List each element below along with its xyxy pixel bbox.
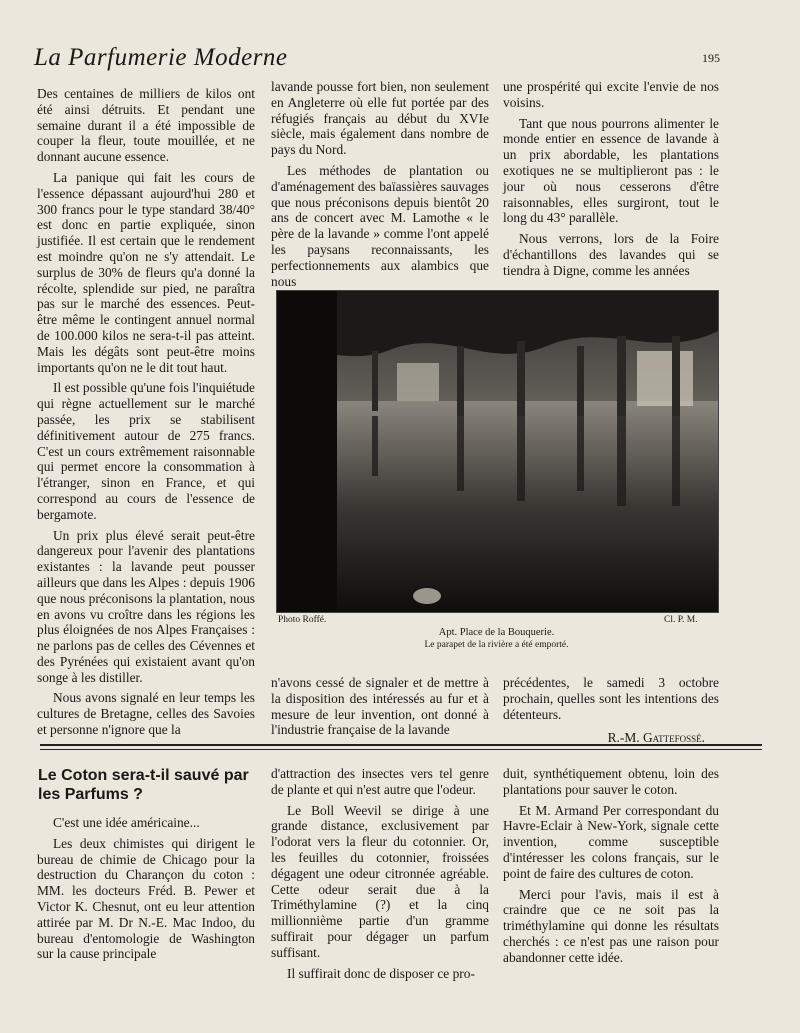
photo-subcaption: Le parapet de la rivière a été emporté. xyxy=(424,640,569,650)
author-signature: R.-M. Gattefossé. xyxy=(607,730,705,746)
column-2-continuation xyxy=(271,675,489,738)
paragraph: Des centaines de milliers de kilos ont été ainsi détruits. Et pendant une semaine durant il a été impossible de couper la fleur, toute mouillée, et ne donnant aucune essence. xyxy=(37,86,255,165)
paragraph: Nous verrons, lors de la Foire d'échantillons des lavandes qui se tiendra à Digne, comme les années xyxy=(503,231,719,278)
paragraph: n'avons cessé de signaler et de mettre à la disposition des intéressés au fur et à mesure de leur invention, ont donné à l'industrie française de la lavande xyxy=(271,675,489,738)
photo-caption: Apt. Place de la Bouquerie. xyxy=(438,627,555,638)
paragraph: Le Boll Weevil se dirige à une grande distance, exclusivement par l'odorat vers la fleur du cotonnier. Or, les feuilles du cotonnier, froissées dégagent une odeur citronnée agréable. Cette odeur serait due à la Triméthylamine (?) et la cinq millionnième partie d'un gramme suffirait pour dégager un parfum suffisant. xyxy=(271,802,489,960)
top-column-2 xyxy=(271,79,489,289)
photo-copyright: Cl. P. M. xyxy=(664,615,698,625)
article-headline: Le Coton sera-t-il sauvé par les Parfums ? xyxy=(38,767,249,803)
article2-column-3 xyxy=(503,766,719,966)
paragraph: Les deux chimistes qui dirigent le bureau de chimie de Chicago pour la destruction du Charançon du coton : MM. les docteurs Fréd. B. Pewer et Victor K. Chesnut, ont eu leur attention attirée par M. Dr N.-E. Mac Indoo, du bureau d'entomologie de Washington sur la cause principale xyxy=(37,835,255,962)
photo-flooded-square xyxy=(276,290,719,613)
section-divider xyxy=(40,744,762,746)
paragraph: La panique qui fait les cours de l'essence dépassant aujourd'hui 280 et 300 francs pour le type standard 38/40° est donc en partie expliquée, sinon justifiée. Il est certain que le rendement est moindre qu'on ne s'y attendait. Le surplus de 30% de fleurs qu'a donné la récolte, splendide sur pied, ne paraîtra pas sur le marché des essences. Peut-être même le contingent annuel normal de 100.000 kilos ne sera-t-il pas atteint. Mais les dégâts sont peut-être moins importants qu'on ne le dit tout haut. xyxy=(37,169,255,375)
top-column-1 xyxy=(37,86,255,738)
column-3-continuation xyxy=(503,675,719,746)
paragraph: Nous avons signalé en leur temps les cultures de Bretagne, celles des Savoies et personne n'ignore que la xyxy=(37,690,255,738)
paragraph: d'attraction des insectes vers tel genre de plante et qui n'est autre que l'odeur. xyxy=(271,766,489,797)
paragraph: lavande pousse fort bien, non seulement en Angleterre où elle fut portée par des réfugiés français au début du XVIe siècle, mais également dans nombre de pays du Nord. xyxy=(271,79,489,158)
masthead: La Parfumerie Moderne xyxy=(34,44,288,71)
paragraph: Tant que nous pourrons alimenter le monde entier en essence de lavande à un prix abordable, les plantations exotiques ne se multiplieront pas : le jour où nous cesserons d'être raisonnables, elles surgiront, tout le long du 43° parallèle. xyxy=(503,115,719,226)
paragraph: précédentes, le samedi 3 octobre prochain, quelles sont les intentions des détenteurs. xyxy=(503,675,719,722)
paragraph: Il suffirait donc de disposer ce pro- xyxy=(287,965,475,981)
section-divider-thin xyxy=(40,749,762,750)
paragraph: Et M. Armand Per correspondant du Havre-Eclair à New-York, signale cette invention, comme susceptible d'intéresser les colons français, sur le point de faire des cultures de coton. xyxy=(503,802,719,881)
article2-column-2 xyxy=(271,766,489,981)
photo-credit: Photo Roffé. xyxy=(278,615,327,625)
paragraph: Les méthodes de plantation ou d'aménagement des baïassières sauvages que nous préconisons depuis bientôt 20 ans de concert avec M. Lamothe « le père de la lavande » comme l'ont appelé les paysans reconnaissants, les perfectionnements aux alambics que nous xyxy=(271,162,489,289)
paragraph: Il est possible qu'une fois l'inquiétude qui règne actuellement sur le marché passée, les prix se stabilisent définitivement autour de 275 francs. C'est un cours extrêmement raisonnable qui permet encore la consommation à l'étranger, sinon en France, et qui correspond au cours de l'essence de bergamote. xyxy=(37,380,255,522)
paragraph: Merci pour l'avis, mais il est à craindre que ce ne soit pas la triméthylamine qui donne les résultats cherchés : ce n'est pas une raison pour abandonner cette idée. xyxy=(503,886,719,965)
paragraph: Un prix plus élevé serait peut-être dangereux pour l'avenir des plantations existantes : la lavande peut pousser ailleurs que dans les Alpes : depuis 1906 que nous préconisons la plantation, nous en avons vu croître dans les régions les plus éloignées de nos Alpes Françaises : ne parlons pas de celles des Cévennes et des Pyrénées qui existaient avant qu'on songe à les distiller. xyxy=(37,527,255,685)
photo-image xyxy=(277,291,718,612)
paragraph: C'est une idée américaine... xyxy=(53,815,200,830)
article2-column-1 xyxy=(37,815,255,962)
top-column-3 xyxy=(503,79,719,279)
paragraph: une prospérité qui excite l'envie de nos voisins. xyxy=(503,79,719,110)
paragraph: duit, synthétiquement obtenu, loin des plantations pour sauver le coton. xyxy=(503,766,719,797)
page-number: 195 xyxy=(702,51,720,65)
